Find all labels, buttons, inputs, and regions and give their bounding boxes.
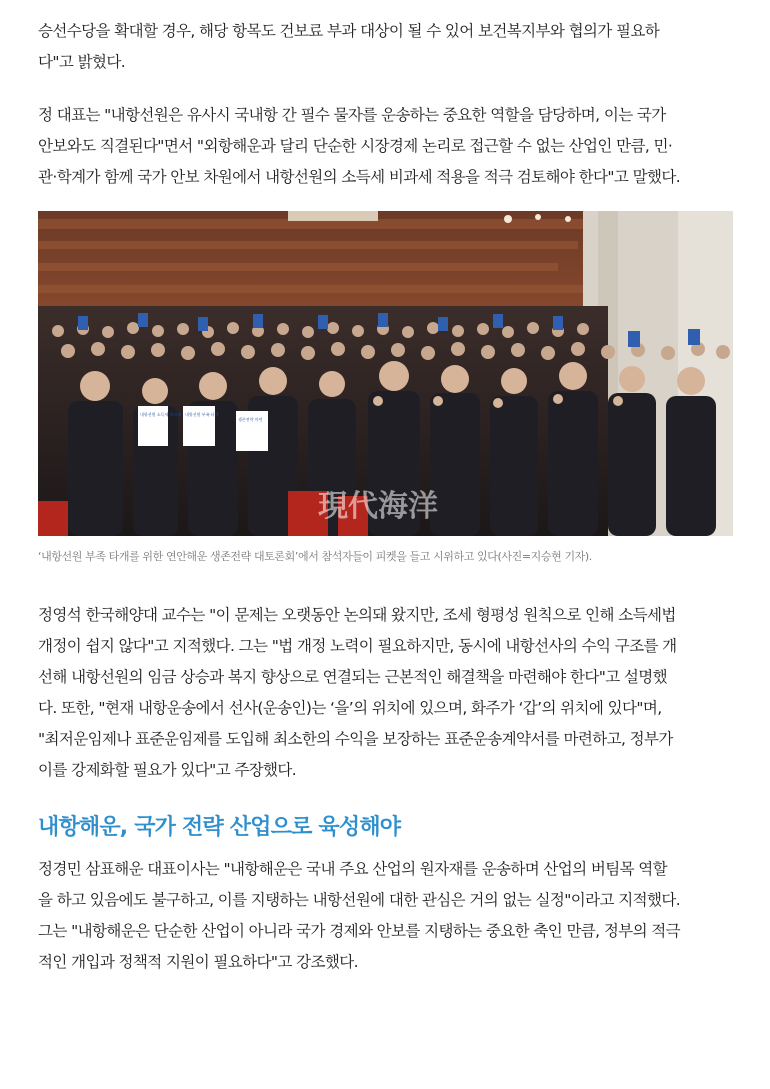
paragraph-line: 관·학계가 함께 국가 안보 차원에서 내항선원의 소득세 비과세 적용을 적극 검토해야 한다"고 말했다. (38, 168, 681, 186)
paragraph-line: 정영석 한국해양대 교수는 "이 문제는 오랫동안 논의돼 왔지만, 조세 형평성 원칙으로 인해 소득세법 (38, 606, 676, 624)
paragraph-line: 정 대표는 "내항선원은 유사시 국내항 간 필수 물자를 운송하는 중요한 역할을 담당하며, 이는 국가 (38, 106, 666, 124)
placard-text: 내항선원 부족 타개 (185, 412, 219, 417)
paragraph-2 (38, 100, 734, 193)
paragraph-line: 정경민 삼표해운 대표이사는 "내항해운은 국내 주요 산업의 원자재를 운송하며 산업의 버팀목 역할 (38, 860, 668, 878)
paragraph-line: 개정이 쉽지 않다"고 지적했다. 그는 "법 개정 노력이 필요하지만, 동시에 내항선사의 수익 구조를 개 (38, 637, 677, 655)
paragraph-line: 이를 강제화할 필요가 있다"고 주장했다. (38, 761, 297, 779)
placard-group (138, 406, 268, 451)
paragraph-line: 적인 개입과 정책적 지원이 필요하다"고 강조했다. (38, 953, 358, 971)
section-heading: 내항해운, 국가 전략 산업으로 육성해야 (38, 815, 401, 840)
paragraph-line: 을 하고 있음에도 불구하고, 이를 지탱하는 내항선원에 대한 관심은 거의 없는 실정"이라고 지적했다. (38, 891, 681, 909)
placard-text: 생존전략 마련 (238, 417, 263, 422)
paragraph-4 (38, 854, 734, 978)
paragraph-line: 승선수당을 확대할 경우, 해당 항목도 건보료 부과 대상이 될 수 있어 보건복지부와 협의가 필요하 (38, 22, 660, 40)
photo-illustration (38, 211, 733, 536)
paragraph-line: 선해 내항선원의 임금 상승과 복지 향상으로 연결되는 근본적인 해결책을 마련해야 한다"고 설명했 (38, 668, 668, 686)
paragraph-1 (38, 16, 734, 78)
paragraph-line: 그는 "내항해운은 단순한 산업이 아니라 국가 경제와 안보를 지탱하는 중요한 축인 만큼, 정부의 적극 (38, 922, 681, 940)
placard-text: 내항선원 소득세 비과세 (140, 412, 182, 417)
photo-caption: ‘내항선원 부족 타개를 위한 연안해운 생존전략 대토론회’에서 참석자들이 피켓을 들고 시위하고 있다(사진=지승현 기자). (38, 550, 592, 563)
paragraph-line: 다. 또한, "현재 내항운송에서 선사(운송인)는 ‘을’의 위치에 있으며, 화주가 ‘갑’의 위치에 있다"며, (38, 699, 662, 717)
paragraph-line: 다"고 밝혔다. (38, 53, 126, 71)
event-photo (38, 211, 733, 536)
paragraph-line: 안보와도 직결된다"면서 "외항해운과 달리 단순한 시장경제 논리로 접근할 수 없는 산업인 만큼, 민· (38, 137, 673, 155)
paragraph-3 (38, 600, 734, 786)
paragraph-line: "최저운임제나 표준운임제를 도입해 최소한의 수익을 보장하는 표준운송계약서를 마련하고, 정부가 (38, 730, 673, 748)
photo-watermark: 現代海洋 (318, 489, 438, 524)
